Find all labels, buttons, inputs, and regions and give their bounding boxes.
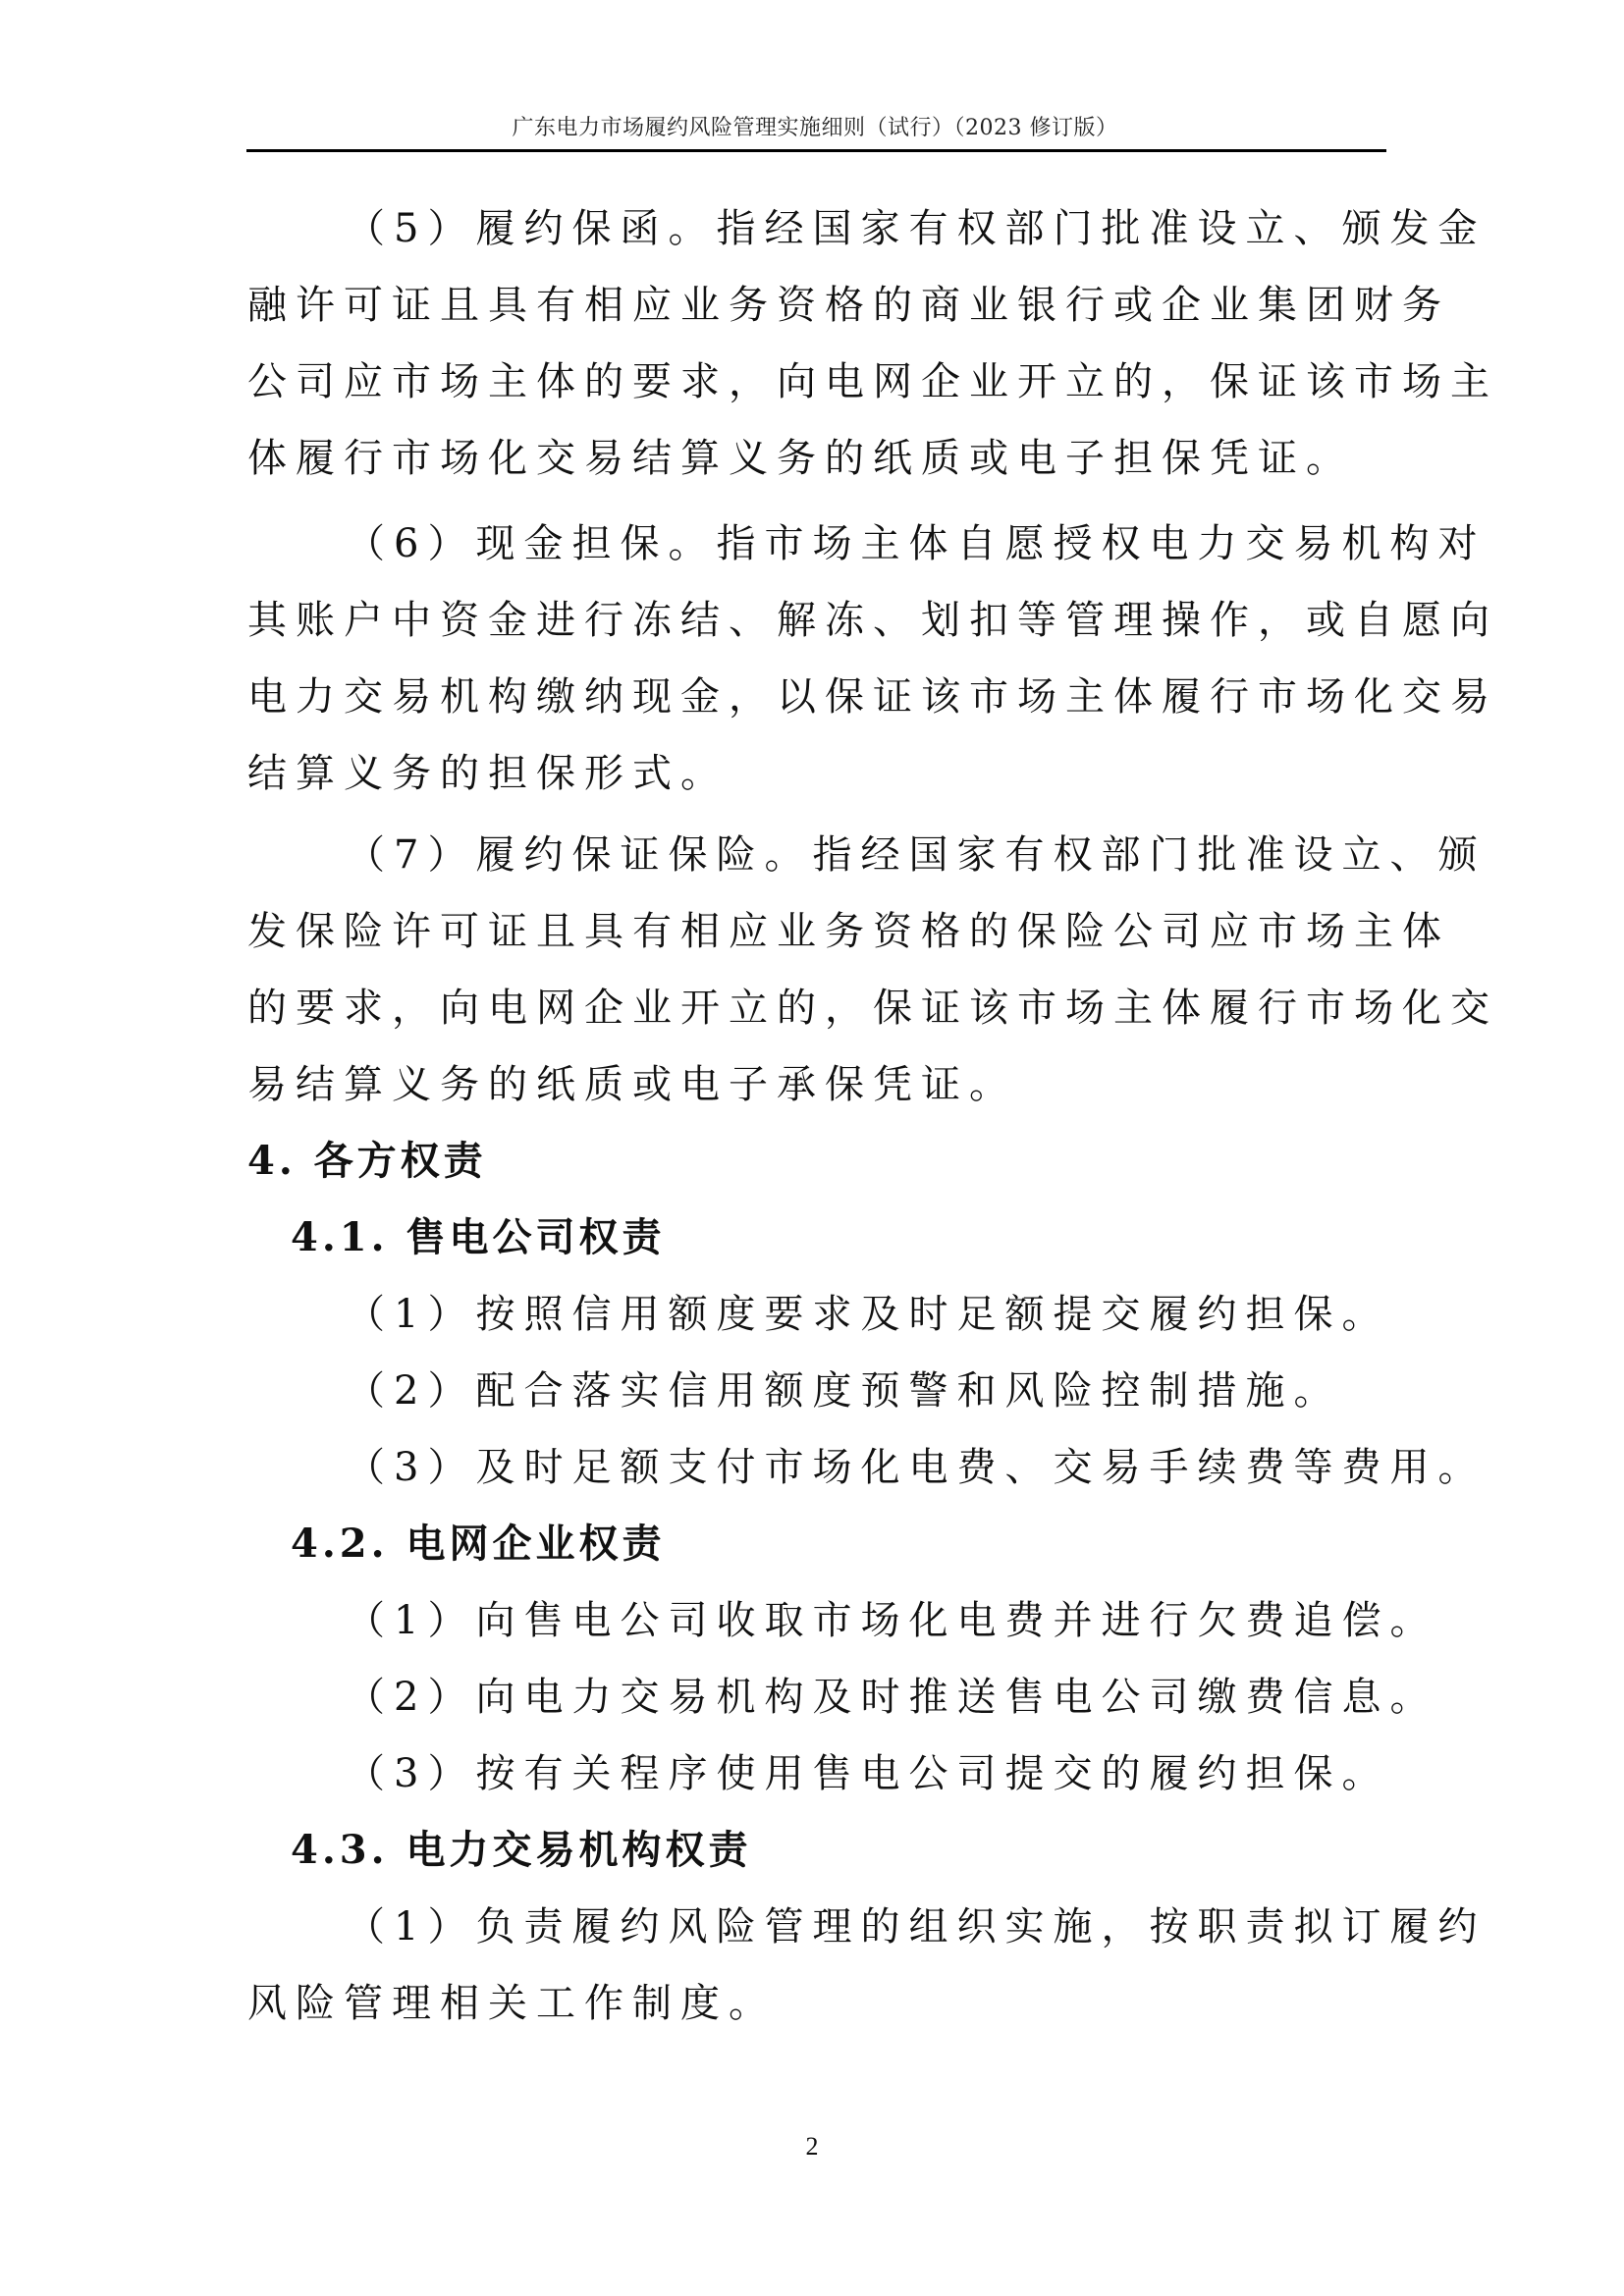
paragraph-item7-line2: 发保险许可证且具有相应业务资格的保险公司应市场主体 <box>247 909 1450 954</box>
list-item-4-2-3: （3）按有关程序使用售电公司提交的履约担保。 <box>346 1751 1390 1796</box>
list-item-4-2-1: （1）向售电公司收取市场化电费并进行欠费追偿。 <box>346 1598 1438 1643</box>
section-heading-4: 4. 各方权责 <box>247 1138 487 1184</box>
list-item-4-3-1-line1: （1）负责履约风险管理的组织实施，按职责拟订履约 <box>346 1904 1487 1949</box>
paragraph-item7-line1: （7）履约保证保险。指经国家有权部门批准设立、颁 <box>346 832 1487 878</box>
paragraph-item5-line1: （5）履约保函。指经国家有权部门批准设立、颁发金 <box>346 206 1487 251</box>
paragraph-item7-line4: 易结算义务的纸质或电子承保凭证。 <box>247 1062 1017 1107</box>
paragraph-item6-line4: 结算义务的担保形式。 <box>247 751 729 796</box>
list-item-4-1-3: （3）及时足额支付市场化电费、交易手续费等费用。 <box>346 1445 1487 1490</box>
paragraph-item5-line2: 融许可证且具有相应业务资格的商业银行或企业集团财务 <box>247 283 1450 328</box>
paragraph-item7-line3: 的要求，向电网企业开立的，保证该市场主体履行市场化交 <box>247 986 1498 1031</box>
paragraph-item6-line1: （6）现金担保。指市场主体自愿授权电力交易机构对 <box>346 521 1487 566</box>
section-heading-4-3: 4.3. 电力交易机构权责 <box>291 1827 752 1873</box>
paragraph-item5-line3: 公司应市场主体的要求，向电网企业开立的，保证该市场主 <box>247 359 1498 404</box>
section-heading-4-2: 4.2. 电网企业权责 <box>291 1521 666 1567</box>
paragraph-item6-line2: 其账户中资金进行冻结、解冻、划扣等管理操作，或自愿向 <box>247 598 1498 643</box>
page-number: 2 <box>805 2132 819 2161</box>
section-heading-4-1: 4.1. 售电公司权责 <box>291 1214 666 1260</box>
paragraph-item5-line4: 体履行市场化交易结算义务的纸质或电子担保凭证。 <box>247 436 1354 481</box>
list-item-4-2-2: （2）向电力交易机构及时推送售电公司缴费信息。 <box>346 1675 1438 1720</box>
list-item-4-1-2: （2）配合落实信用额度预警和风险控制措施。 <box>346 1368 1342 1414</box>
list-item-4-1-1: （1）按照信用额度要求及时足额提交履约担保。 <box>346 1292 1390 1337</box>
document-header-title: 广东电力市场履约风险管理实施细则（试行）（2023 修订版） <box>512 116 1118 140</box>
paragraph-item6-line3: 电力交易机构缴纳现金，以保证该市场主体履行市场化交易 <box>247 674 1498 720</box>
list-item-4-3-1-line2: 风险管理相关工作制度。 <box>247 1981 777 2026</box>
header-divider <box>246 149 1386 152</box>
